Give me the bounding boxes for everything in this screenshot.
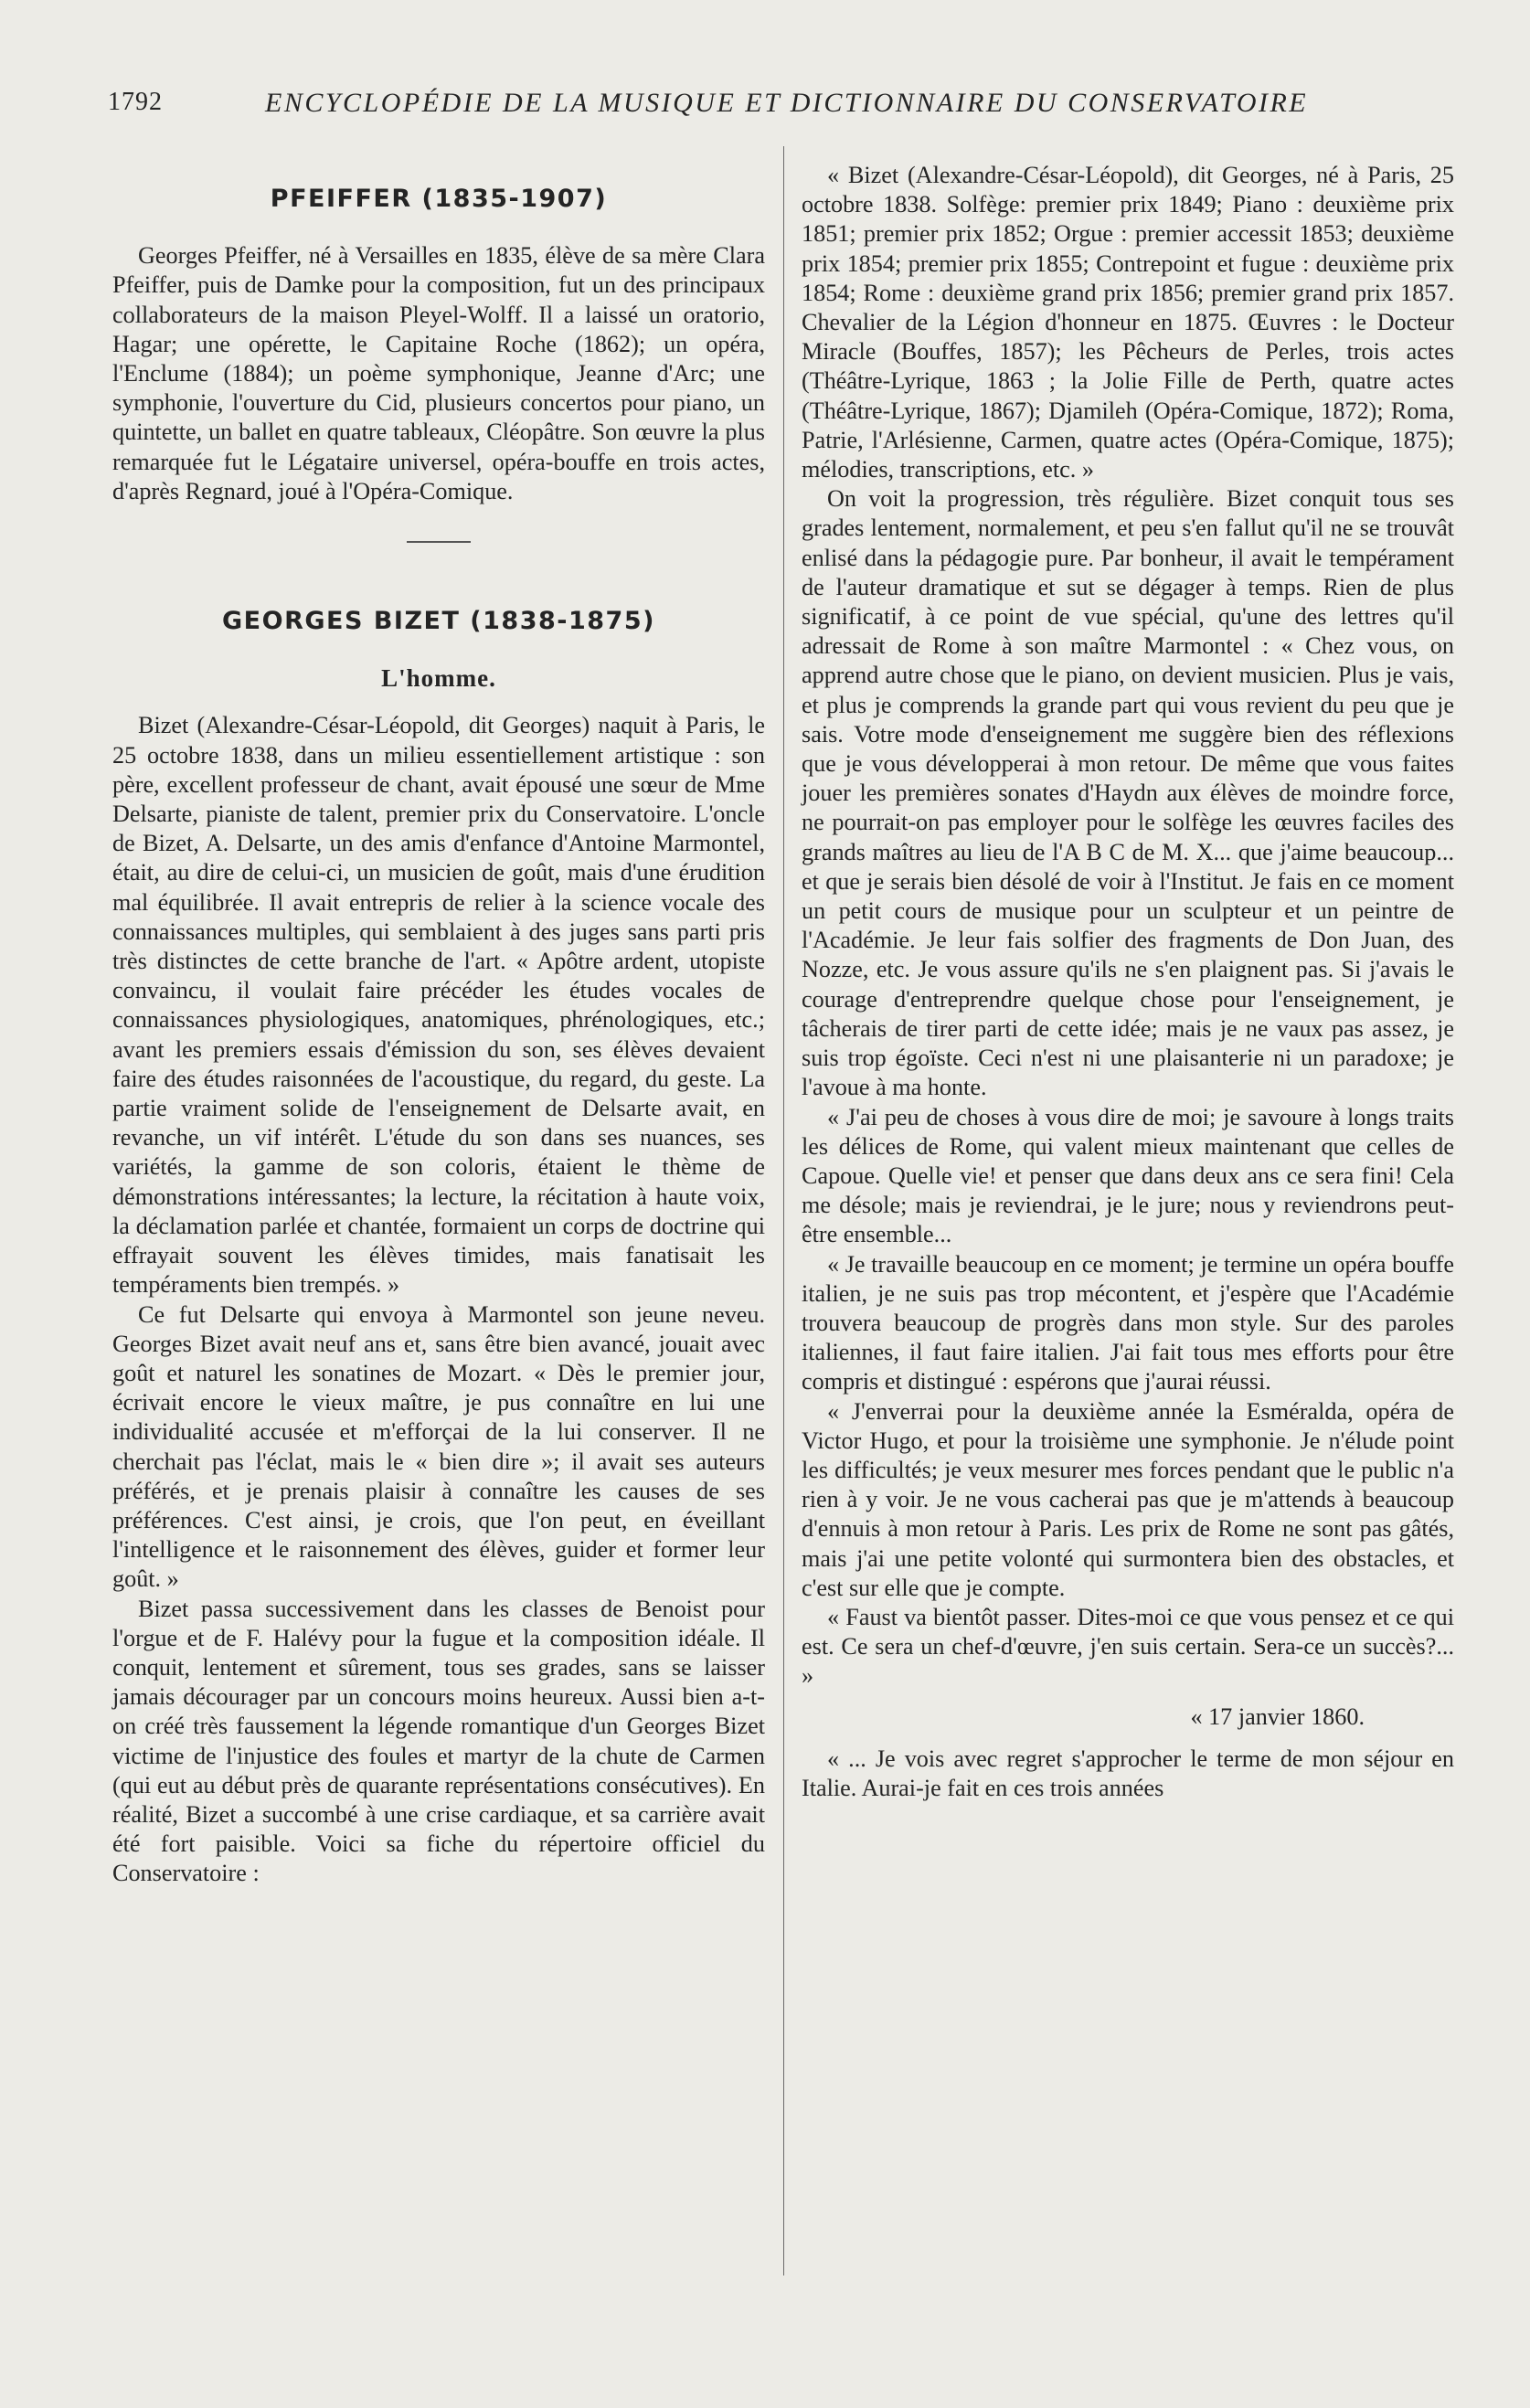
right-paragraph: « J'enverrai pour la deuxième année la Esméralda, opéra de Victor Hugo, et pour la troisième une symphonie. Je n'élude point les difficultés; je veux mesurer mes forces pendant que le public n'a rien à y voir. Je ne vous cacherai pas que je m'attends à beaucoup d'ennuis à mon retour à Paris. Les prix de Rome ne sont pas gâtés, mais j'ai une petite volonté qui surmontera bien des obstacles, et c'est sur elle que je compte. [802,1397,1454,1601]
letter-date: « 17 janvier 1860. [1190,1703,1365,1730]
right-paragraph: « Bizet (Alexandre-César-Léopold), dit Georges, né à Paris, 25 octobre 1838. Solfège: premier prix 1849; Piano : deuxième prix 1851; premier prix 1852; Orgue : premier accessit 1853; deuxième prix 1854; premier prix 1855; Contrepoint et fugue : deuxième prix 1854; Rome : deuxième grand prix 1856; premier grand prix 1857. Chevalier de la Légion d'honneur en 1875. Œuvres : le Docteur Miracle (Bouffes, 1857); les Pêcheurs de Perles, trois actes (Théâtre-Lyrique, 1863 ; la Jolie Fille de Perth, quatre actes (Théâtre-Lyrique, 1867); Djamileh (Opéra-Comique, 1872); Roma, Patrie, l'Arlésienne, Carmen, quatre actes (Opéra-Comique, 1875); mélodies, transcriptions, etc. » [802,162,1454,483]
bizet-paragraph: Bizet passa successivement dans les classes de Benoist pour l'orgue et de F. Halévy pour la fugue et la composition idéale. Il conquit, lentement et sûrement, tous ses grades, sans se laisser jamais décourager par un concours moins heureux. Aussi bien a-t-on créé très faussement la légende romantique d'un Georges Bizet victime de l'injustice des foules et martyr de la chute de Carmen (qui eut au début près de quarante représentations consécutives). En réalité, Bizet a succombé à une crise cardiaque, et sa carrière avait été fort paisible. Voici sa fiche du répertoire officiel du Conservatoire : [112,1595,765,1887]
bizet-paragraph: Ce fut Delsarte qui envoya à Marmontel son jeune neveu. Georges Bizet avait neuf ans et, sans être bien avancé, jouait avec goût et naturel les sonatines de Mozart. « Dès le premier jour, écrivait encore le vieux maître, je pus connaître en lui une individualité accusée et m'efforçai de la lui conserver. Il ne cherchait pas l'éclat, mais le « bien dire »; il avait ses auteurs préférés, et je prenais plaisir à connaître les causes de ses préférences. C'est ainsi, je crois, que l'on peut, en éveillant l'intelligence et le raisonnement des élèves, guider et former leur goût. » [112,1300,765,1593]
right-paragraph: « ... Je vois avec regret s'approcher le terme de mon séjour en Italie. Aurai-je fait en ces trois années [802,1745,1454,1801]
left-column [112,161,765,1889]
right-paragraph: « Faust va bientôt passer. Dites-moi ce que vous pensez et ce qui est. Ce sera un chef-d'œuvre, j'en suis certain. Sera-ce un succès?... » [802,1603,1454,1690]
right-paragraph: « J'ai peu de choses à vous dire de moi; je savoure à longs traits les délices de Rome, qui valent mieux maintenant que celles de Capoue. Quelle vie! et penser que dans deux ans ce sera fini! Cela me désole; mais je reviendrai, je le jure; nous y reviendrons peut-être ensemble... [802,1103,1454,1248]
pfeiffer-paragraph: Georges Pfeiffer, né à Versailles en 1835, élève de sa mère Clara Pfeiffer, puis de Damke pour la composition, fut un des principaux collaborateurs de la maison Pleyel-Wolff. Il a laissé un oratorio, Hagar; une opérette, le Capitaine Roche (1862); un opéra, l'Enclume (1884); un poème symphonique, Jeanne d'Arc; une symphonie, l'ouverture du Cid, plusieurs concertos pour piano, un quintette, un ballet en quatre tableaux, Cléopâtre. Son œuvre la plus remarquée fut le Légataire universel, opéra-bouffe en trois actes, d'après Regnard, joué à l'Opéra-Comique. [112,242,765,504]
section-divider [407,541,471,543]
bizet-heading: GEORGES BIZET (1838-1875) [222,607,655,636]
right-paragraph: « Je travaille beaucoup en ce moment; je termine un opéra bouffe italien, je ne suis pas trop mécontent, et j'espère que l'Académie trouvera beaucoup de progrès dans mon style. Sur des paroles italiennes, il faut faire italien. J'ai fait tous mes efforts pour être compris et distingué : espérons que j'aurai réussi. [802,1250,1454,1395]
running-header [108,88,1470,124]
right-column [802,161,1454,1803]
bizet-paragraph: Bizet (Alexandre-César-Léopold, dit Georges) naquit à Paris, le 25 octobre 1838, dans un milieu essentiellement artistique : son père, excellent professeur de chant, avait épousé une sœur de Mme Delsarte, pianiste de talent, premier prix du Conservatoire. L'oncle de Bizet, A. Delsarte, un des amis d'enfance d'Antoine Marmontel, était, au dire de celui-ci, un musicien de goût, mais d'une érudition mal équilibrée. Il avait entrepris de relier à la science vocale des connaissances multiples, qui semblaient à des juges sans parti pris très distinctes de cette branche de l'art. « Apôtre ardent, utopiste convaincu, il voulait faire précéder les études vocales de connaissances physiologiques, anatomiques, phrénologiques, etc.; avant les premiers essais d'émission du son, ses élèves devaient faire des études raisonnées de l'acoustique, du regard, du geste. La partie vraiment solide de l'enseignement de Delsarte avait, en revanche, un vif intérêt. L'étude du son dans ses nuances, ses variétés, la gamme de son coloris, étaient le thème de démonstrations intéressantes; la lecture, la récitation à haute voix, la déclamation parlée et chantée, formaient un corps de doctrine qui effrayait souvent les élèves timides, mais fanatisait les tempéraments bien trempés. » [112,712,765,1299]
page-number: 1792 [108,88,163,116]
right-paragraph: On voit la progression, très régulière. Bizet conquit tous ses grades lentement, normalement, et peu s'en fallut qu'il ne se trouvât enlisé dans la pédagogie pure. Par bonheur, il avait le tempérament de l'auteur dramatique et sut se dégager à temps. Rien de plus significatif, à ce point de vue spécial, qu'une des lettres qu'il adressait de Rome à son maître Marmontel : « Chez vous, on apprend autre chose que le piano, on devient musicien. Plus je vais, et plus je comprends la grande part qui vous revient du peu que je sais. Votre mode d'enseignement me suggère bien des réflexions que je vous développerai à mon retour. De même que vous faites jouer les premières sonates d'Haydn aux élèves de moindre force, ne pourrait-on pas employer pour le solfège les œuvres faciles des grands maîtres au lieu de l'A B C de M. X... que j'aime beaucoup... et que je serais bien désolé de voir à l'Institut. Je fais en ce moment un petit cours de musique pour un sculpteur et un peintre de l'Académie. Je leur fais solfier des fragments de Don Juan, des Nozze, etc. Je vous assure qu'ils ne s'en plaignent pas. Si j'avais le courage d'entreprendre quelque chose pour l'enseignement, je tâcherais de tirer parti de cette idée; mais je ne vaux pas assez, je suis trop égoïste. Ceci n'est ni une plaisanterie ni un paradoxe; je l'avoue à ma honte. [802,485,1454,1101]
pfeiffer-heading: PFEIFFER (1835-1907) [270,185,608,213]
column-rule [783,146,784,2275]
bizet-subheading: L'homme. [381,664,496,693]
running-title: ENCYCLOPÉDIE DE LA MUSIQUE ET DICTIONNAIRE DU CONSERVATOIRE [265,88,1309,118]
